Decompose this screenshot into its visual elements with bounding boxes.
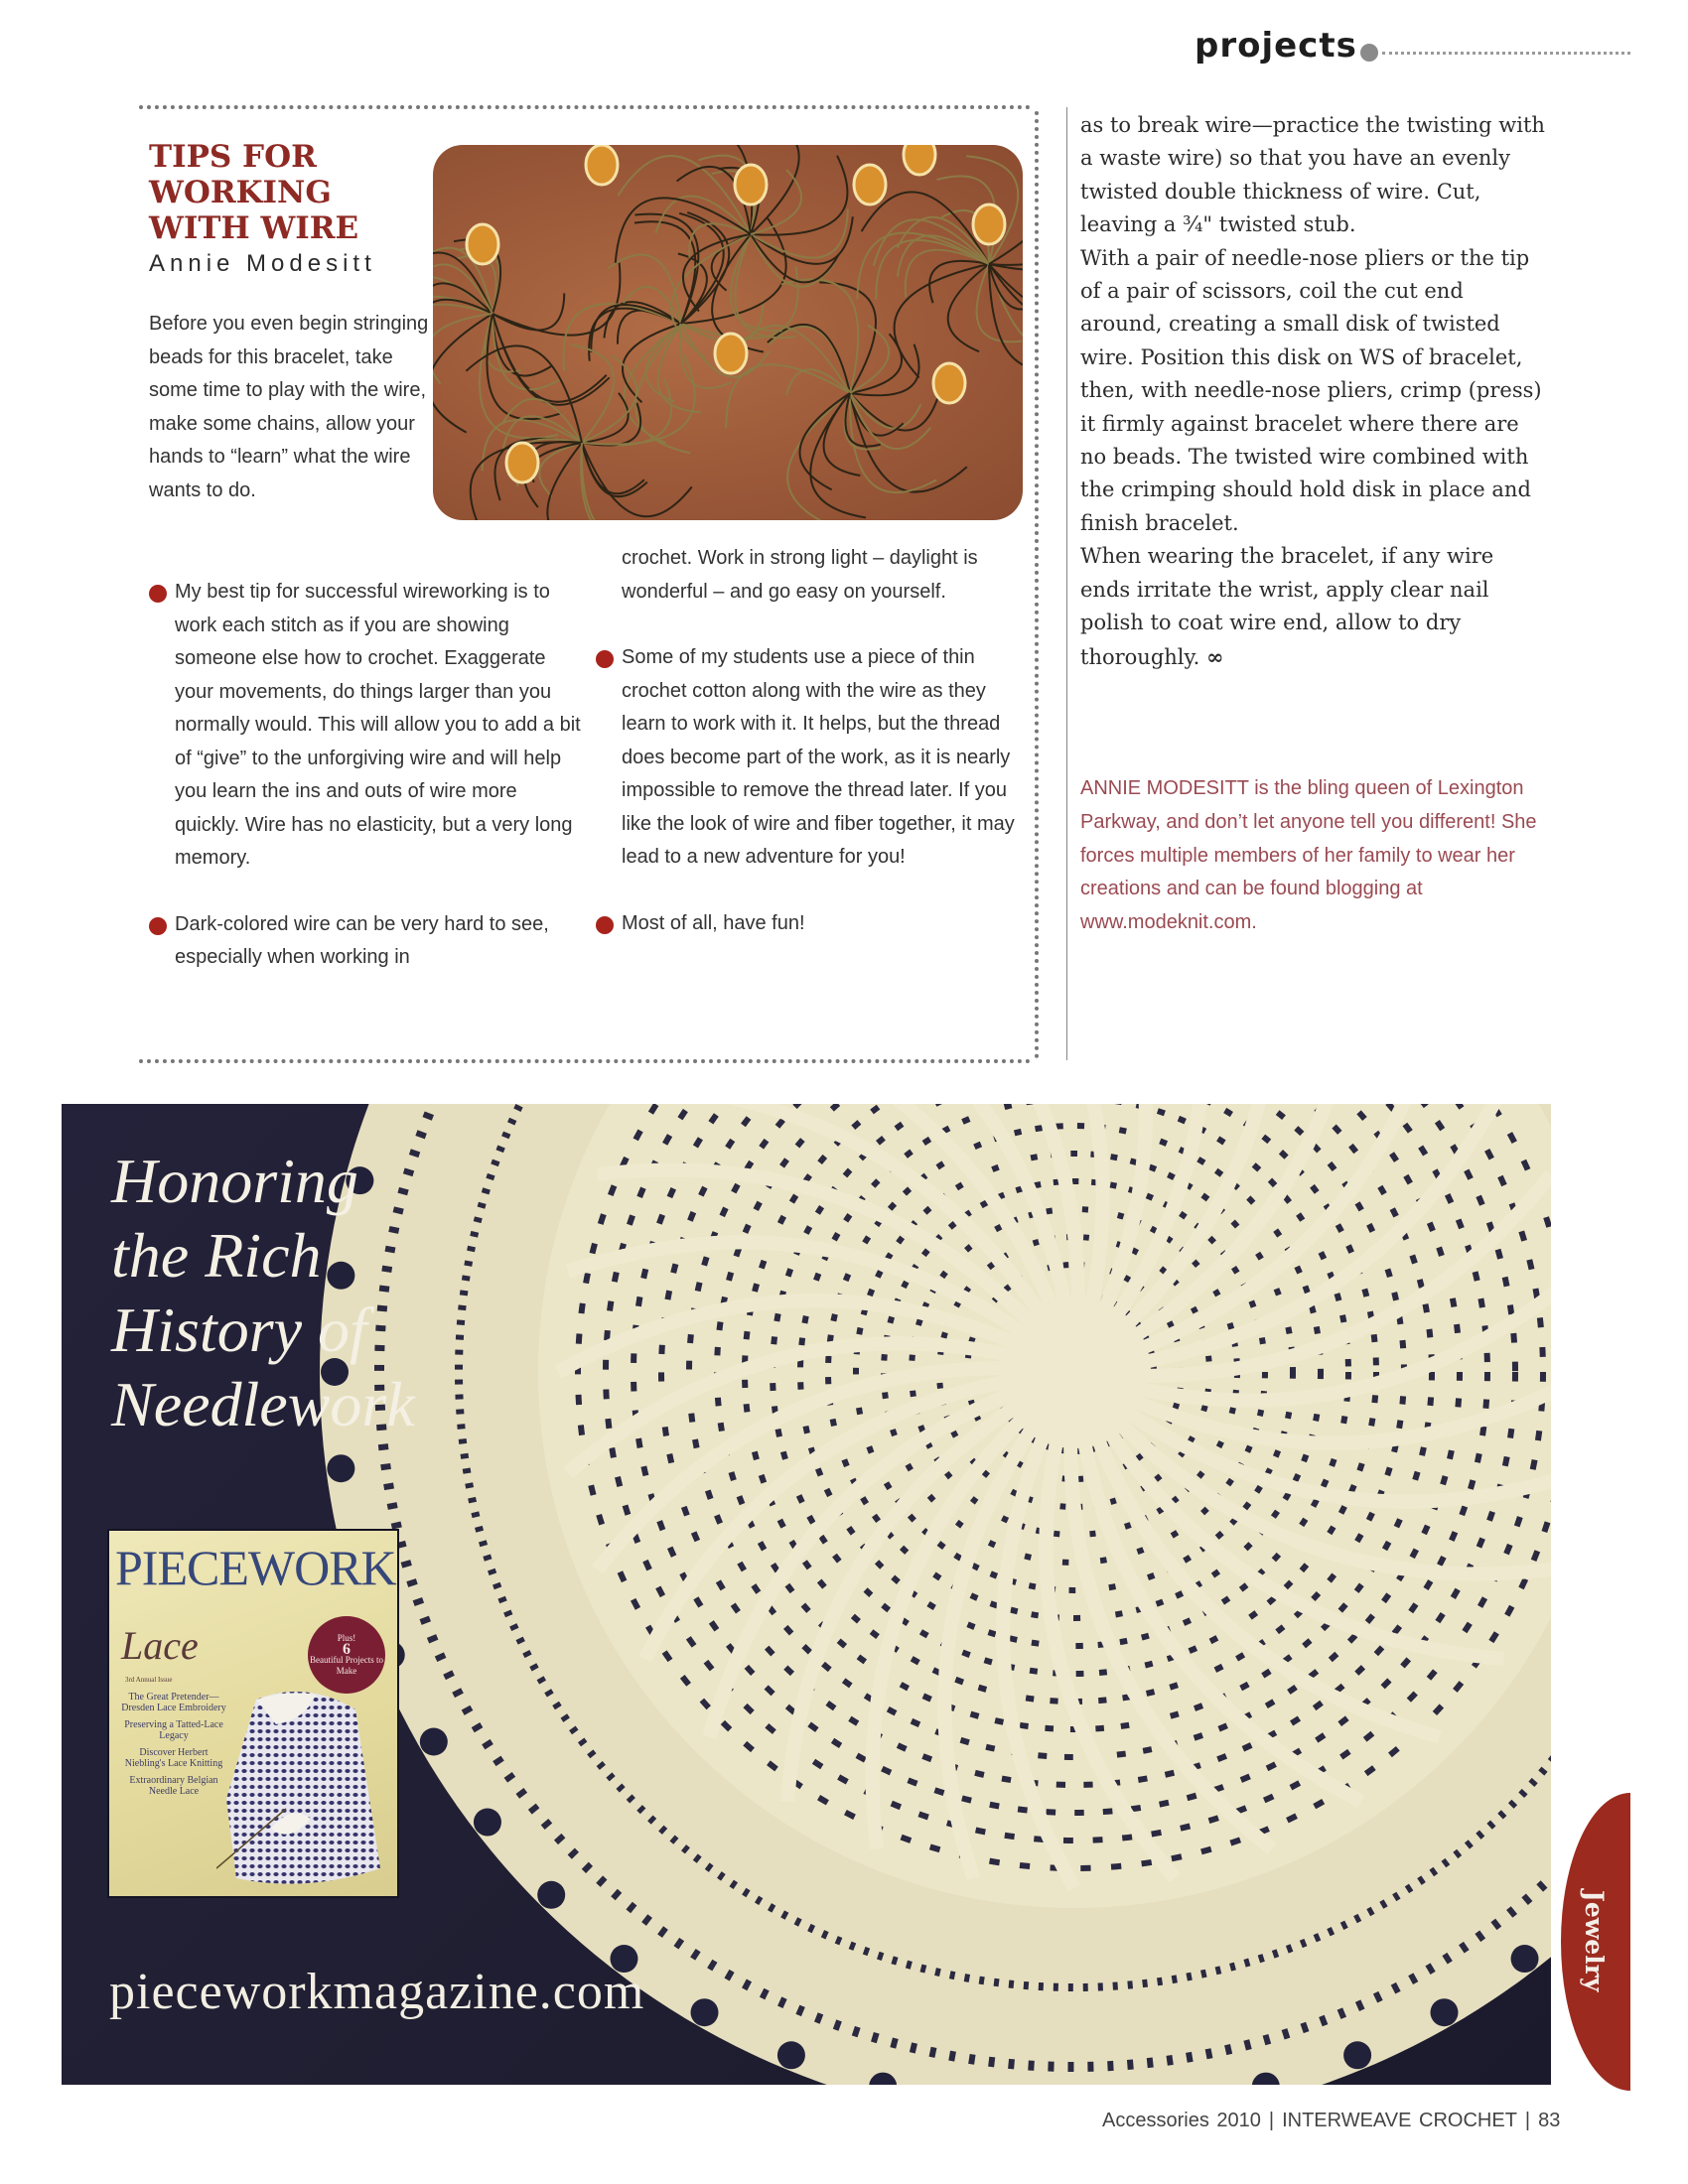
tip-text: Some of my students use a piece of thin crochet cotton along with the wire as they learn to work with it. It helps, but the thread does become part of the work, as it is nearly impossible to remove the thread later. If you like the look of wire and fiber together, it may lead to a new adventure for you! bbox=[622, 646, 1015, 868]
instructions-column bbox=[1080, 109, 1547, 674]
tip-text: Dark-colored wire can be very hard to see, especially when working in bbox=[175, 912, 549, 968]
column-rule bbox=[1066, 107, 1067, 1060]
footer-issue: Accessories 2010 bbox=[1102, 2110, 1261, 2131]
headline-line: the Rich bbox=[111, 1220, 322, 1291]
article-title bbox=[149, 139, 447, 246]
bullet-icon bbox=[149, 917, 167, 935]
title-line: TIPS FOR bbox=[149, 139, 317, 175]
author-byline: Annie Modesitt bbox=[149, 250, 376, 277]
tip-text: Most of all, have fun! bbox=[622, 911, 805, 934]
section-tab-label: Jewelry bbox=[1580, 1889, 1609, 1992]
badge-number: 6 bbox=[343, 1641, 351, 1658]
tip-item bbox=[149, 908, 586, 975]
instruction-paragraph bbox=[1080, 540, 1547, 674]
badge-bottom: Beautiful Projects to Make bbox=[310, 1655, 383, 1676]
instruction-paragraph: as to break wire—practice the twisting with a waste wire) so that you have an evenly twisted double thickness of wire. Cut, leaving a ¾" twisted stub. bbox=[1080, 113, 1545, 237]
tip-continued: crochet. Work in strong light – daylight is wonderful – and go easy on yourself. bbox=[622, 547, 978, 603]
bracelet-photo bbox=[433, 145, 1023, 520]
cover-line: Discover Herbert Niebling's Lace Knitting bbox=[124, 1747, 223, 1769]
cover-line: Preserving a Tatted-Lace Legacy bbox=[124, 1719, 223, 1741]
headline-line: Needlework bbox=[111, 1369, 415, 1439]
tip-item bbox=[596, 907, 1018, 941]
bullet-icon bbox=[596, 916, 614, 934]
cover-subtitle: Lace bbox=[121, 1623, 199, 1668]
ad-url-link[interactable]: pieceworkmagazine.com bbox=[109, 1964, 645, 2020]
section-dotted-rule bbox=[1382, 52, 1630, 55]
headline-line: History of bbox=[111, 1295, 367, 1365]
cover-title: PIECEWORK bbox=[115, 1540, 396, 1595]
magazine-cover[interactable] bbox=[109, 1531, 397, 1896]
lace-bag-image bbox=[216, 1680, 385, 1888]
headline-line: Honoring bbox=[111, 1146, 358, 1216]
sidebar-border-top bbox=[139, 105, 1031, 109]
footer-separator: | bbox=[1524, 2110, 1531, 2131]
bullet-icon bbox=[596, 650, 614, 668]
footer-separator: | bbox=[1268, 2110, 1275, 2131]
tips-column-left bbox=[149, 576, 586, 1008]
tip-item bbox=[149, 576, 586, 876]
sidebar-border-right bbox=[1035, 111, 1039, 1059]
author-bio: ANNIE MODESITT is the bling queen of Lexington Parkway, and don’t let anyone tell you different! She forces multiple members of her family to wear her creations and can be found blogging at www.modeknit.com. bbox=[1080, 777, 1537, 934]
ad-headline bbox=[111, 1144, 415, 1441]
cover-line: Extraordinary Belgian Needle Lace bbox=[129, 1775, 218, 1797]
wire-bracelet-image bbox=[433, 145, 1023, 520]
end-mark-icon: ∞ bbox=[1205, 643, 1224, 669]
page-number: 83 bbox=[1538, 2110, 1561, 2131]
badge-top: Plus! bbox=[337, 1633, 356, 1643]
tip-text: My best tip for successful wireworking is to work each stitch as if you are showing someone else how to crochet. Exaggerate your movements, do things larger than you normally would. This will allow you to add a bit of “give” to the unforgiving wire and will help you learn the ins and outs of wire more quickly. Wire has no elasticity, but a very long memory. bbox=[175, 581, 581, 869]
cover-lines bbox=[119, 1692, 228, 1803]
page-footer bbox=[1102, 2110, 1560, 2132]
cover-badge bbox=[308, 1616, 385, 1694]
cover-line: The Great Pretender— Dresden Lace Embroidery bbox=[121, 1692, 226, 1713]
footer-magazine: INTERWEAVE CROCHET bbox=[1282, 2110, 1517, 2131]
instruction-text: When wearing the bracelet, if any wire ends irritate the wrist, apply clear nail polish to coat wire end, allow to dry thoroughly. bbox=[1080, 544, 1494, 669]
instruction-paragraph: With a pair of needle-nose pliers or the tip of a pair of scissors, coil the cut end around, creating a small disk of twisted wire. Position this disk on WS of bracelet, then, with needle-nose pliers, crimp (press) it firmly against bracelet where there are no beads. The twisted wire combined with the crimping should hold disk in place and finish bracelet. bbox=[1080, 245, 1542, 535]
tips-column-right bbox=[596, 542, 1018, 973]
sidebar-border-bottom bbox=[139, 1059, 1031, 1063]
cover-issue: 3rd Annual Issue bbox=[125, 1676, 173, 1684]
title-line: WORKING bbox=[149, 175, 332, 210]
intro-paragraph: Before you even begin stringing beads for this bracelet, take some time to play with the wire, make some chains, allow your hands to “learn” what the wire wants to do. bbox=[149, 313, 429, 501]
tip-item bbox=[596, 641, 1018, 875]
section-label: projects bbox=[1195, 26, 1357, 66]
piecework-advertisement[interactable] bbox=[62, 1104, 1551, 2085]
section-dot-icon bbox=[1360, 44, 1378, 62]
bullet-icon bbox=[149, 585, 167, 603]
title-line: WITH WIRE bbox=[149, 210, 359, 246]
